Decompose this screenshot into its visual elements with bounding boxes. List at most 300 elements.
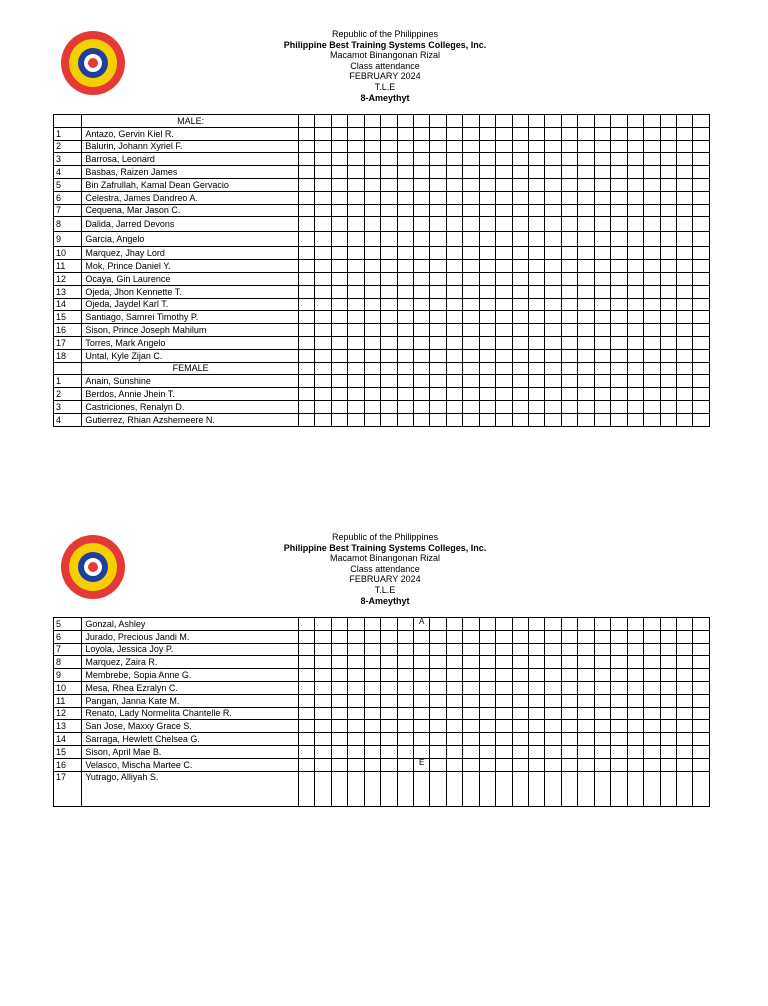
attendance-cell[interactable] [660,400,676,413]
attendance-cell[interactable] [512,204,528,217]
attendance-cell[interactable] [644,324,660,337]
attendance-cell[interactable] [315,758,331,771]
attendance-cell[interactable] [430,733,446,746]
attendance-cell[interactable] [594,127,610,140]
attendance-cell[interactable] [430,349,446,362]
attendance-cell[interactable] [381,362,397,375]
attendance-cell[interactable] [430,694,446,707]
attendance-cell[interactable] [660,260,676,273]
attendance-cell[interactable] [364,127,380,140]
attendance-cell[interactable] [545,247,561,260]
attendance-cell[interactable] [627,375,643,388]
attendance-cell[interactable] [446,115,462,128]
attendance-cell[interactable] [446,204,462,217]
attendance-cell[interactable] [693,115,710,128]
attendance-cell[interactable] [331,388,347,401]
attendance-cell[interactable] [676,362,692,375]
attendance-cell[interactable] [676,375,692,388]
attendance-cell[interactable] [463,771,479,806]
attendance-cell[interactable] [627,115,643,128]
attendance-cell[interactable] [364,669,380,682]
attendance-cell[interactable] [611,272,627,285]
attendance-cell[interactable] [660,191,676,204]
attendance-cell[interactable] [512,324,528,337]
attendance-cell[interactable] [381,115,397,128]
attendance-cell[interactable] [331,349,347,362]
attendance-cell[interactable] [348,232,364,247]
attendance-cell[interactable] [545,232,561,247]
attendance-cell[interactable] [693,247,710,260]
attendance-cell[interactable] [561,204,577,217]
attendance-cell[interactable] [413,733,429,746]
attendance-cell[interactable] [298,643,314,656]
attendance-cell[interactable] [298,232,314,247]
attendance-cell[interactable] [463,191,479,204]
attendance-cell[interactable] [660,127,676,140]
attendance-cell[interactable] [512,707,528,720]
attendance-cell[interactable] [545,745,561,758]
attendance-cell[interactable] [446,681,462,694]
attendance-cell[interactable] [512,758,528,771]
attendance-cell[interactable] [446,153,462,166]
attendance-cell[interactable] [446,127,462,140]
attendance-cell[interactable] [364,153,380,166]
attendance-cell[interactable] [676,707,692,720]
attendance-cell[interactable] [627,204,643,217]
attendance-cell[interactable] [413,272,429,285]
attendance-cell[interactable] [594,311,610,324]
attendance-cell[interactable] [611,413,627,426]
attendance-cell[interactable] [693,362,710,375]
attendance-cell[interactable] [644,178,660,191]
attendance-cell[interactable] [430,745,446,758]
attendance-cell[interactable] [529,115,545,128]
attendance-cell[interactable] [413,349,429,362]
attendance-cell[interactable] [413,630,429,643]
attendance-cell[interactable] [611,217,627,232]
attendance-cell[interactable] [676,349,692,362]
attendance-cell[interactable] [512,247,528,260]
attendance-cell[interactable] [463,618,479,631]
attendance-cell[interactable] [496,618,512,631]
attendance-cell[interactable] [298,758,314,771]
attendance-cell[interactable] [430,232,446,247]
attendance-cell[interactable] [496,178,512,191]
attendance-cell[interactable] [479,127,495,140]
attendance-cell[interactable] [413,324,429,337]
attendance-cell[interactable] [446,298,462,311]
attendance-cell[interactable] [463,127,479,140]
attendance-cell[interactable] [397,232,413,247]
attendance-cell[interactable] [644,669,660,682]
attendance-cell[interactable] [594,272,610,285]
attendance-cell[interactable] [348,656,364,669]
attendance-cell[interactable] [315,630,331,643]
attendance-cell[interactable] [644,166,660,179]
attendance-cell[interactable] [496,285,512,298]
attendance-cell[interactable] [561,153,577,166]
attendance-cell[interactable] [578,311,594,324]
attendance-cell[interactable] [561,375,577,388]
attendance-cell[interactable] [512,349,528,362]
attendance-cell[interactable] [545,191,561,204]
attendance-cell[interactable] [397,324,413,337]
attendance-cell[interactable] [397,217,413,232]
attendance-cell[interactable] [381,400,397,413]
attendance-cell[interactable] [331,311,347,324]
attendance-cell[interactable] [545,656,561,669]
attendance-cell[interactable] [446,178,462,191]
attendance-cell[interactable] [693,630,710,643]
attendance-cell[interactable] [413,669,429,682]
attendance-cell[interactable] [463,298,479,311]
attendance-cell[interactable] [397,272,413,285]
attendance-cell[interactable] [381,336,397,349]
attendance-cell[interactable] [627,336,643,349]
attendance-cell[interactable] [644,127,660,140]
attendance-cell[interactable] [315,285,331,298]
attendance-cell[interactable] [348,669,364,682]
attendance-cell[interactable] [381,707,397,720]
attendance-cell[interactable] [578,707,594,720]
attendance-cell[interactable] [413,400,429,413]
attendance-cell[interactable] [512,285,528,298]
attendance-cell[interactable] [578,630,594,643]
attendance-cell[interactable] [348,771,364,806]
attendance-cell[interactable] [479,643,495,656]
attendance-cell[interactable] [627,630,643,643]
attendance-cell[interactable] [397,758,413,771]
attendance-cell[interactable] [463,733,479,746]
attendance-cell[interactable] [611,656,627,669]
attendance-cell[interactable] [496,388,512,401]
attendance-cell[interactable] [627,232,643,247]
attendance-cell[interactable] [496,232,512,247]
attendance-cell[interactable] [676,656,692,669]
attendance-cell[interactable] [627,771,643,806]
attendance-cell[interactable] [463,285,479,298]
attendance-cell[interactable] [611,324,627,337]
attendance-cell[interactable] [397,204,413,217]
attendance-cell[interactable] [594,298,610,311]
attendance-cell[interactable] [644,707,660,720]
attendance-cell[interactable] [298,285,314,298]
attendance-cell[interactable] [529,191,545,204]
attendance-cell[interactable] [413,694,429,707]
attendance-cell[interactable] [413,656,429,669]
attendance-cell[interactable] [594,375,610,388]
attendance-cell[interactable] [611,336,627,349]
attendance-cell[interactable] [397,260,413,273]
attendance-cell[interactable] [545,127,561,140]
attendance-cell[interactable] [364,643,380,656]
attendance-cell[interactable] [463,204,479,217]
attendance-cell[interactable] [430,681,446,694]
attendance-cell[interactable] [446,375,462,388]
attendance-cell[interactable] [660,115,676,128]
attendance-cell[interactable] [512,232,528,247]
attendance-cell[interactable] [660,375,676,388]
attendance-cell[interactable] [413,140,429,153]
attendance-cell[interactable] [693,298,710,311]
attendance-cell[interactable] [331,669,347,682]
attendance-cell[interactable] [430,324,446,337]
attendance-cell[interactable] [298,166,314,179]
attendance-cell[interactable] [397,140,413,153]
attendance-cell[interactable] [315,669,331,682]
attendance-cell[interactable] [446,388,462,401]
attendance-cell[interactable] [364,298,380,311]
attendance-cell[interactable] [348,336,364,349]
attendance-cell[interactable] [348,400,364,413]
attendance-cell[interactable] [693,745,710,758]
attendance-cell[interactable] [611,388,627,401]
attendance-cell[interactable] [381,204,397,217]
attendance-cell[interactable] [594,232,610,247]
attendance-cell[interactable] [529,388,545,401]
attendance-cell[interactable] [529,260,545,273]
attendance-cell[interactable] [381,247,397,260]
attendance-cell[interactable] [381,140,397,153]
attendance-cell[interactable] [496,204,512,217]
attendance-cell[interactable] [397,285,413,298]
attendance-cell[interactable] [627,217,643,232]
attendance-cell[interactable] [331,232,347,247]
attendance-cell[interactable] [660,232,676,247]
attendance-cell[interactable] [529,217,545,232]
attendance-cell[interactable] [364,349,380,362]
attendance-cell[interactable] [463,153,479,166]
attendance-cell[interactable] [446,140,462,153]
attendance-cell[interactable] [594,630,610,643]
attendance-cell[interactable] [331,362,347,375]
attendance-cell[interactable] [676,643,692,656]
attendance-cell[interactable] [348,707,364,720]
attendance-cell[interactable] [381,260,397,273]
attendance-cell[interactable] [364,771,380,806]
attendance-cell[interactable] [348,140,364,153]
attendance-cell[interactable] [315,178,331,191]
attendance-cell[interactable] [545,272,561,285]
attendance-cell[interactable] [463,362,479,375]
attendance-cell[interactable] [611,204,627,217]
attendance-cell[interactable] [512,618,528,631]
attendance-cell[interactable] [381,643,397,656]
attendance-cell[interactable] [644,618,660,631]
attendance-cell[interactable] [413,298,429,311]
attendance-cell[interactable] [545,758,561,771]
attendance-cell[interactable] [430,630,446,643]
attendance-cell[interactable] [479,140,495,153]
attendance-cell[interactable] [545,618,561,631]
attendance-cell[interactable] [381,745,397,758]
attendance-cell[interactable] [578,115,594,128]
attendance-cell[interactable] [364,272,380,285]
attendance-cell[interactable] [413,720,429,733]
attendance-cell[interactable] [496,707,512,720]
attendance-cell[interactable] [578,232,594,247]
attendance-cell[interactable] [496,166,512,179]
attendance-cell[interactable] [561,232,577,247]
attendance-cell[interactable] [298,217,314,232]
attendance-cell[interactable] [594,656,610,669]
attendance-cell[interactable] [348,618,364,631]
attendance-cell[interactable] [693,618,710,631]
attendance-cell[interactable] [381,630,397,643]
attendance-cell[interactable] [348,191,364,204]
attendance-cell[interactable] [348,745,364,758]
attendance-cell[interactable] [298,413,314,426]
attendance-cell[interactable] [627,745,643,758]
attendance-cell[interactable] [578,324,594,337]
attendance-cell[interactable] [561,336,577,349]
attendance-cell[interactable] [446,285,462,298]
attendance-cell[interactable] [463,324,479,337]
attendance-cell[interactable] [693,413,710,426]
attendance-cell[interactable] [545,643,561,656]
attendance-cell[interactable] [676,720,692,733]
attendance-cell[interactable] [446,349,462,362]
attendance-cell[interactable] [644,375,660,388]
attendance-cell[interactable] [397,771,413,806]
attendance-cell[interactable] [676,400,692,413]
attendance-cell[interactable] [364,166,380,179]
attendance-cell[interactable] [660,247,676,260]
attendance-cell[interactable] [298,388,314,401]
attendance-cell[interactable] [627,349,643,362]
attendance-cell[interactable] [611,260,627,273]
attendance-cell[interactable] [578,681,594,694]
attendance-cell[interactable] [545,217,561,232]
attendance-cell[interactable] [611,232,627,247]
attendance-cell[interactable] [545,362,561,375]
attendance-cell[interactable] [479,324,495,337]
attendance-cell[interactable] [331,720,347,733]
attendance-cell[interactable] [397,643,413,656]
attendance-cell[interactable] [578,272,594,285]
attendance-cell[interactable] [545,166,561,179]
attendance-cell[interactable] [298,247,314,260]
attendance-cell[interactable] [364,115,380,128]
attendance-cell[interactable] [364,140,380,153]
attendance-cell[interactable] [676,669,692,682]
attendance-cell[interactable] [413,707,429,720]
attendance-cell[interactable] [561,217,577,232]
attendance-cell[interactable] [381,758,397,771]
attendance-cell[interactable] [315,260,331,273]
attendance-cell[interactable] [479,298,495,311]
attendance-cell[interactable] [446,707,462,720]
attendance-cell[interactable] [512,166,528,179]
attendance-cell[interactable] [676,166,692,179]
attendance-cell[interactable] [397,745,413,758]
attendance-cell[interactable] [512,375,528,388]
attendance-cell[interactable] [578,413,594,426]
attendance-cell[interactable] [446,618,462,631]
attendance-cell[interactable] [496,771,512,806]
attendance-cell[interactable] [693,260,710,273]
attendance-cell[interactable] [529,166,545,179]
attendance-cell[interactable] [676,618,692,631]
attendance-cell[interactable] [693,720,710,733]
attendance-cell[interactable] [594,720,610,733]
attendance-cell[interactable] [512,400,528,413]
attendance-cell[interactable] [644,247,660,260]
attendance-cell[interactable] [660,630,676,643]
attendance-cell[interactable] [364,324,380,337]
attendance-cell[interactable] [413,217,429,232]
attendance-cell[interactable] [693,285,710,298]
attendance-cell[interactable] [397,311,413,324]
attendance-cell[interactable] [594,362,610,375]
attendance-cell[interactable] [331,400,347,413]
attendance-cell[interactable] [315,127,331,140]
attendance-cell[interactable] [660,217,676,232]
attendance-cell[interactable] [298,618,314,631]
attendance-cell[interactable] [364,178,380,191]
attendance-cell[interactable] [496,362,512,375]
attendance-cell[interactable] [298,324,314,337]
attendance-cell[interactable] [693,232,710,247]
attendance-cell[interactable] [479,745,495,758]
attendance-cell[interactable] [479,166,495,179]
attendance-cell[interactable] [693,204,710,217]
attendance-cell[interactable] [315,349,331,362]
attendance-cell[interactable] [644,191,660,204]
attendance-cell[interactable] [463,720,479,733]
attendance-cell[interactable] [594,400,610,413]
attendance-cell[interactable] [676,178,692,191]
attendance-cell[interactable] [512,643,528,656]
attendance-cell[interactable] [611,720,627,733]
attendance-cell[interactable] [446,400,462,413]
attendance-cell[interactable] [381,388,397,401]
attendance-cell[interactable] [348,298,364,311]
attendance-cell[interactable] [660,733,676,746]
attendance-cell[interactable] [611,191,627,204]
attendance-cell[interactable] [397,336,413,349]
attendance-cell[interactable] [430,413,446,426]
attendance-cell[interactable] [529,178,545,191]
attendance-cell[interactable] [660,178,676,191]
attendance-cell[interactable] [611,115,627,128]
attendance-cell[interactable] [578,204,594,217]
attendance-cell[interactable] [611,311,627,324]
attendance-cell[interactable] [578,285,594,298]
attendance-cell[interactable] [463,115,479,128]
attendance-cell[interactable] [676,191,692,204]
attendance-cell[interactable] [446,669,462,682]
attendance-cell[interactable] [430,707,446,720]
attendance-cell[interactable] [479,153,495,166]
attendance-cell[interactable] [430,127,446,140]
attendance-cell[interactable] [611,127,627,140]
attendance-cell[interactable] [381,217,397,232]
attendance-cell[interactable] [348,272,364,285]
attendance-cell[interactable] [627,311,643,324]
attendance-cell[interactable] [512,413,528,426]
attendance-cell[interactable] [463,643,479,656]
attendance-cell[interactable] [578,336,594,349]
attendance-cell[interactable] [512,153,528,166]
attendance-cell[interactable] [331,630,347,643]
attendance-cell[interactable] [413,191,429,204]
attendance-cell[interactable]: A [413,618,429,631]
attendance-cell[interactable] [479,285,495,298]
attendance-cell[interactable] [545,349,561,362]
attendance-cell[interactable] [298,745,314,758]
attendance-cell[interactable] [479,681,495,694]
